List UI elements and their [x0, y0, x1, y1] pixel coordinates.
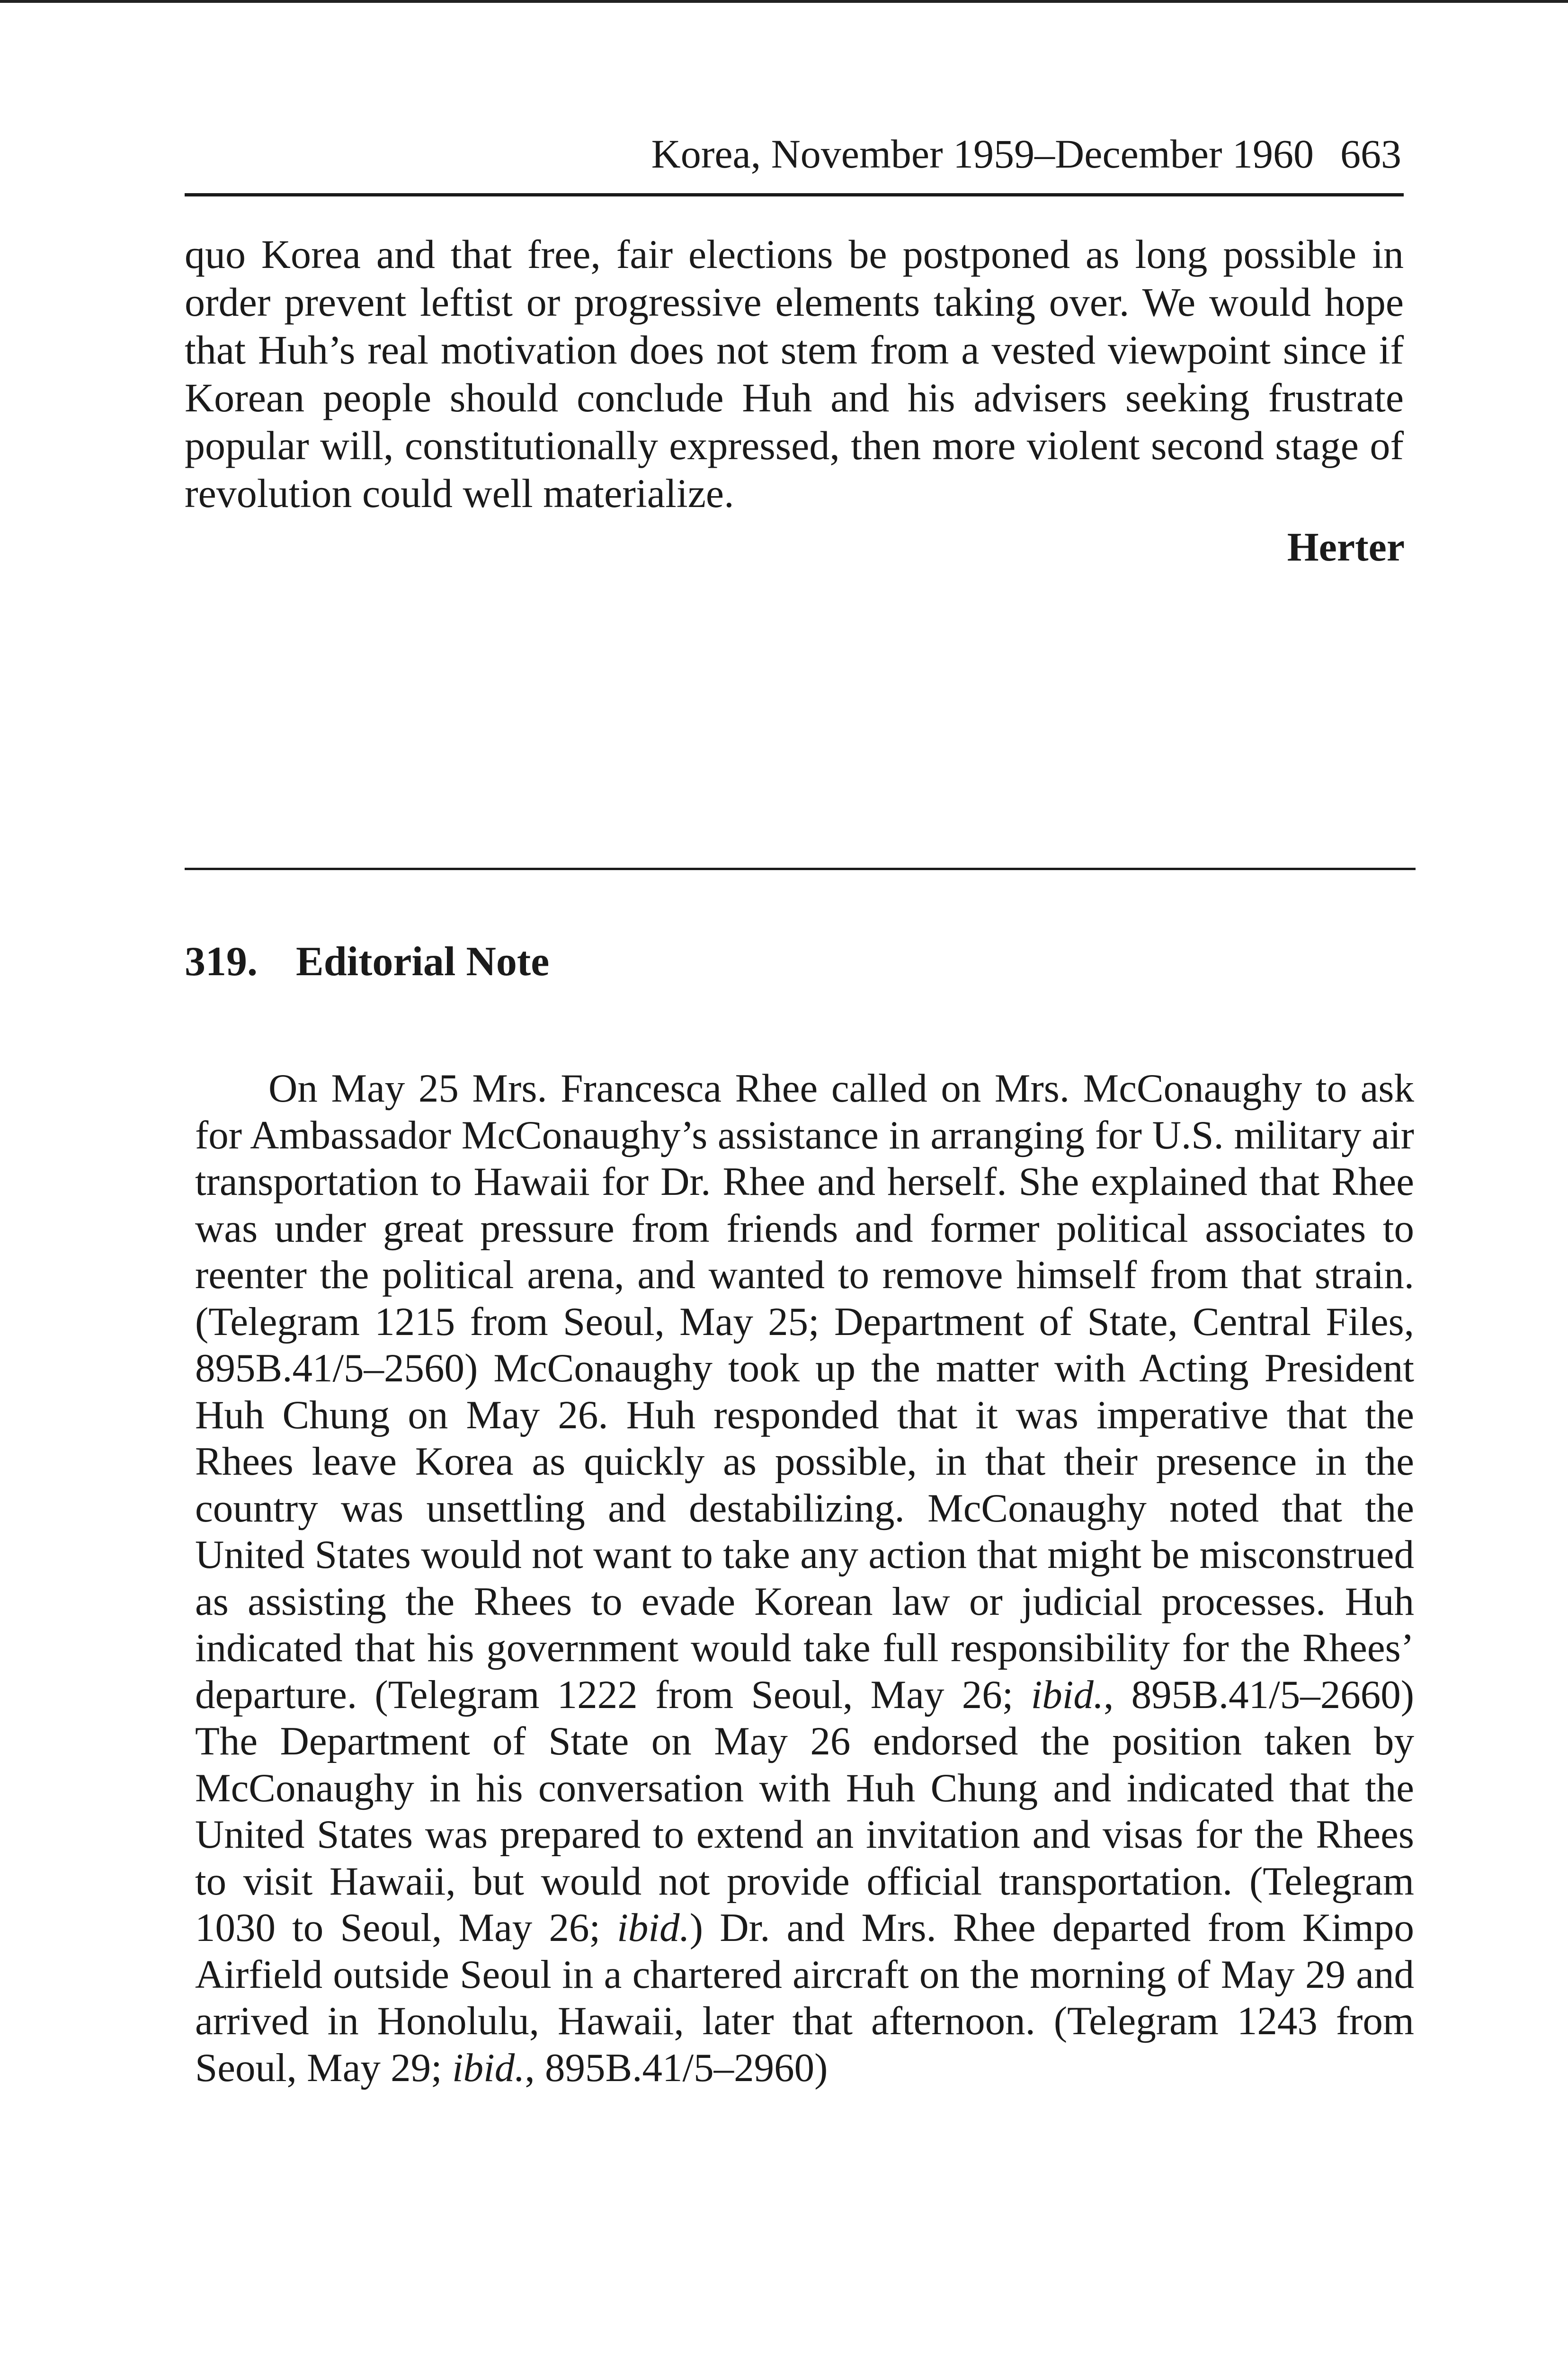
note-ibid-1: ibid. [1031, 1672, 1104, 1717]
section-divider [185, 868, 1416, 870]
document-heading [185, 936, 549, 988]
signature: Herter [1287, 524, 1405, 570]
scan-top-edge [0, 0, 1568, 3]
document-title: Editorial Note [296, 939, 550, 985]
page-number: 663 [1340, 131, 1401, 177]
document-number: 319. [185, 939, 258, 985]
note-text-2: , 895B.41/5–2660) The Department of State on May 26 endorsed the position taken by McConaughy in his conversation with Huh Chung and indicated that the United States was prepared to extend an invitation and visas for the Rhees to visit Hawaii, but would not provide official transportation. (Telegram 1030 to Seoul, May 26; [195, 1672, 1415, 1950]
header-rule [185, 193, 1404, 196]
note-text-4: , 895B.41/5–2960) [525, 2045, 828, 2090]
running-head-title: Korea, November 1959–December 1960 [651, 131, 1314, 177]
running-head [185, 128, 1401, 180]
editorial-note-body [195, 1065, 1414, 2091]
note-ibid-2: ibid. [617, 1905, 690, 1950]
note-text-3: ) Dr. and Mrs. Rhee departed from Kimpo Airfield outside Seoul in a chartered aircraft on the morning of May 29 and arrived in Honolulu, Hawaii, later that afternoon. (Telegram 1243 from Seoul, May 29; [195, 1905, 1414, 2090]
note-ibid-3: ibid. [452, 2045, 525, 2090]
note-text-1: On May 25 Mrs. Francesca Rhee called on Mrs. McConaughy to ask for Ambassador McConaughy’s assistance in arranging for U.S. military air transportation to Hawaii for Dr. Rhee and herself. She explained that Rhee was under great pressure from friends and former political associates to reenter the political arena, and wanted to remove himself from that strain. (Telegram 1215 from Seoul, May 25; Department of State, Central Files, 895B.41/5–2560) McConaughy took up the matter with Acting President Huh Chung on May 26. Huh responded that it was imperative that the Rhees leave Korea as quickly as possible, in that their presence in the country was unsettling and destabilizing. McConaughy noted that the United States would not want to take any action that might be misconstrued as assisting the Rhees to evade Korean law or judicial processes. Huh indicated that his government would take full responsibility for the Rhees’ departure. (Telegram 1222 from Seoul, May 26; [195, 1066, 1414, 1717]
continued-paragraph: quo Korea and that free, fair elections be postponed as long possible in order prevent leftist or progressive elements taking over. We would hope that Huh’s real motivation does not stem from a vested viewpoint since if Korean people should conclude Huh and his advisers seeking frustrate popular will, constitutionally expressed, then more violent second stage of revolution could well materialize. [185, 231, 1404, 516]
